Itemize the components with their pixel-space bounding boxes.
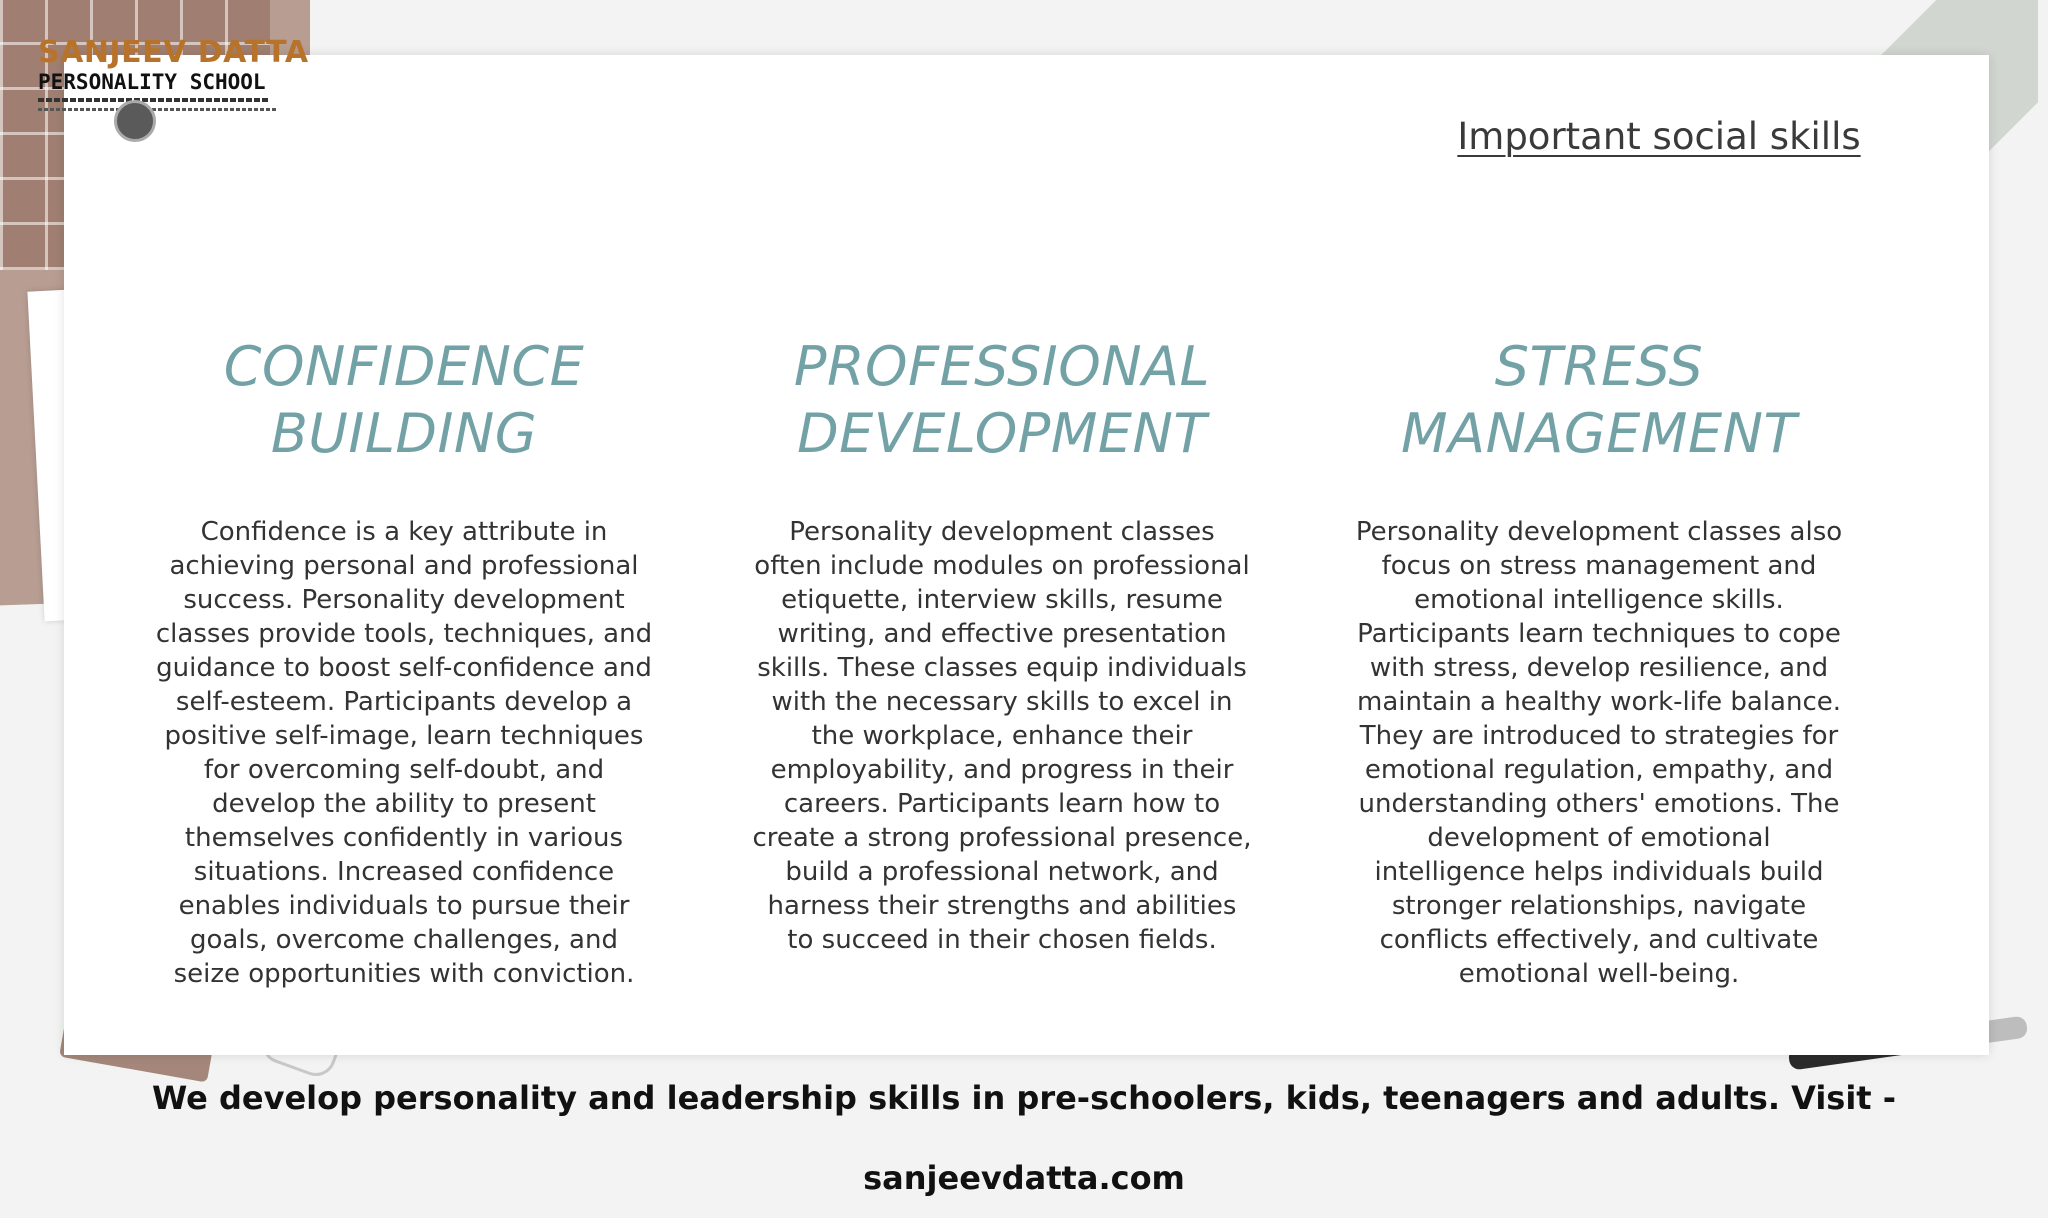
school-logo [38,35,309,126]
logo-tagline-rule-secondary [38,108,276,111]
logo-name: SANJEEV DATTA [38,35,309,70]
column-title: STRESS MANAGEMENT [1401,335,1797,465]
skills-columns [154,333,1944,1053]
column-body: Personality development classes often include modules on professional etiquette, interview skills, resume writing, and effective presentation skills. These classes equip individuals with the necessary skills to excel in the workplace, enhance their employability, and progress in their careers. Participants learn how to create a strong professional presence, build a professional network, and harness their strengths and abilities to succeed in their chosen fields. [752,517,1252,955]
logo-subtitle: PERSONALITY SCHOOL [38,70,266,94]
column-confidence-building [154,333,654,991]
logo-tagline-rule [38,98,268,102]
column-stress-management [1349,333,1849,991]
column-body: Confidence is a key attribute in achieving personal and professional success. Personality development classes provide tools, techniques, and guidance to boost self-confidence and self-esteem. Participants develop a positive self-image, learn techniques for overcoming self-doubt, and develop the ability to present themselves confidently in various situations. Increased confidence enables individuals to pursue their goals, overcome challenges, and seize opportunities with conviction. [155,517,653,989]
slide-card [64,55,1989,1055]
pushpin-icon [114,100,156,142]
column-professional-development [752,333,1252,957]
column-title: PROFESSIONAL DEVELOPMENT [793,335,1211,465]
column-title: CONFIDENCE BUILDING [223,335,585,465]
slide-heading: Important social skills [1457,115,1861,158]
column-body: Personality development classes also focus on stress management and emotional intelligence skills. Participants learn techniques to cope with stress, develop resilience, and maintain a healthy work-life balance. They are introduced to strategies for emotional regulation, empathy, and understanding others' emotions. The development of emotional intelligence helps individuals build stronger relationships, navigate conflicts effectively, and cultivate emotional well-being. [1355,517,1843,989]
footer-banner: We develop personality and leadership skills in pre-schoolers, kids, teenagers and adults. Visit - sanjeevdatta.com [151,1079,1897,1197]
